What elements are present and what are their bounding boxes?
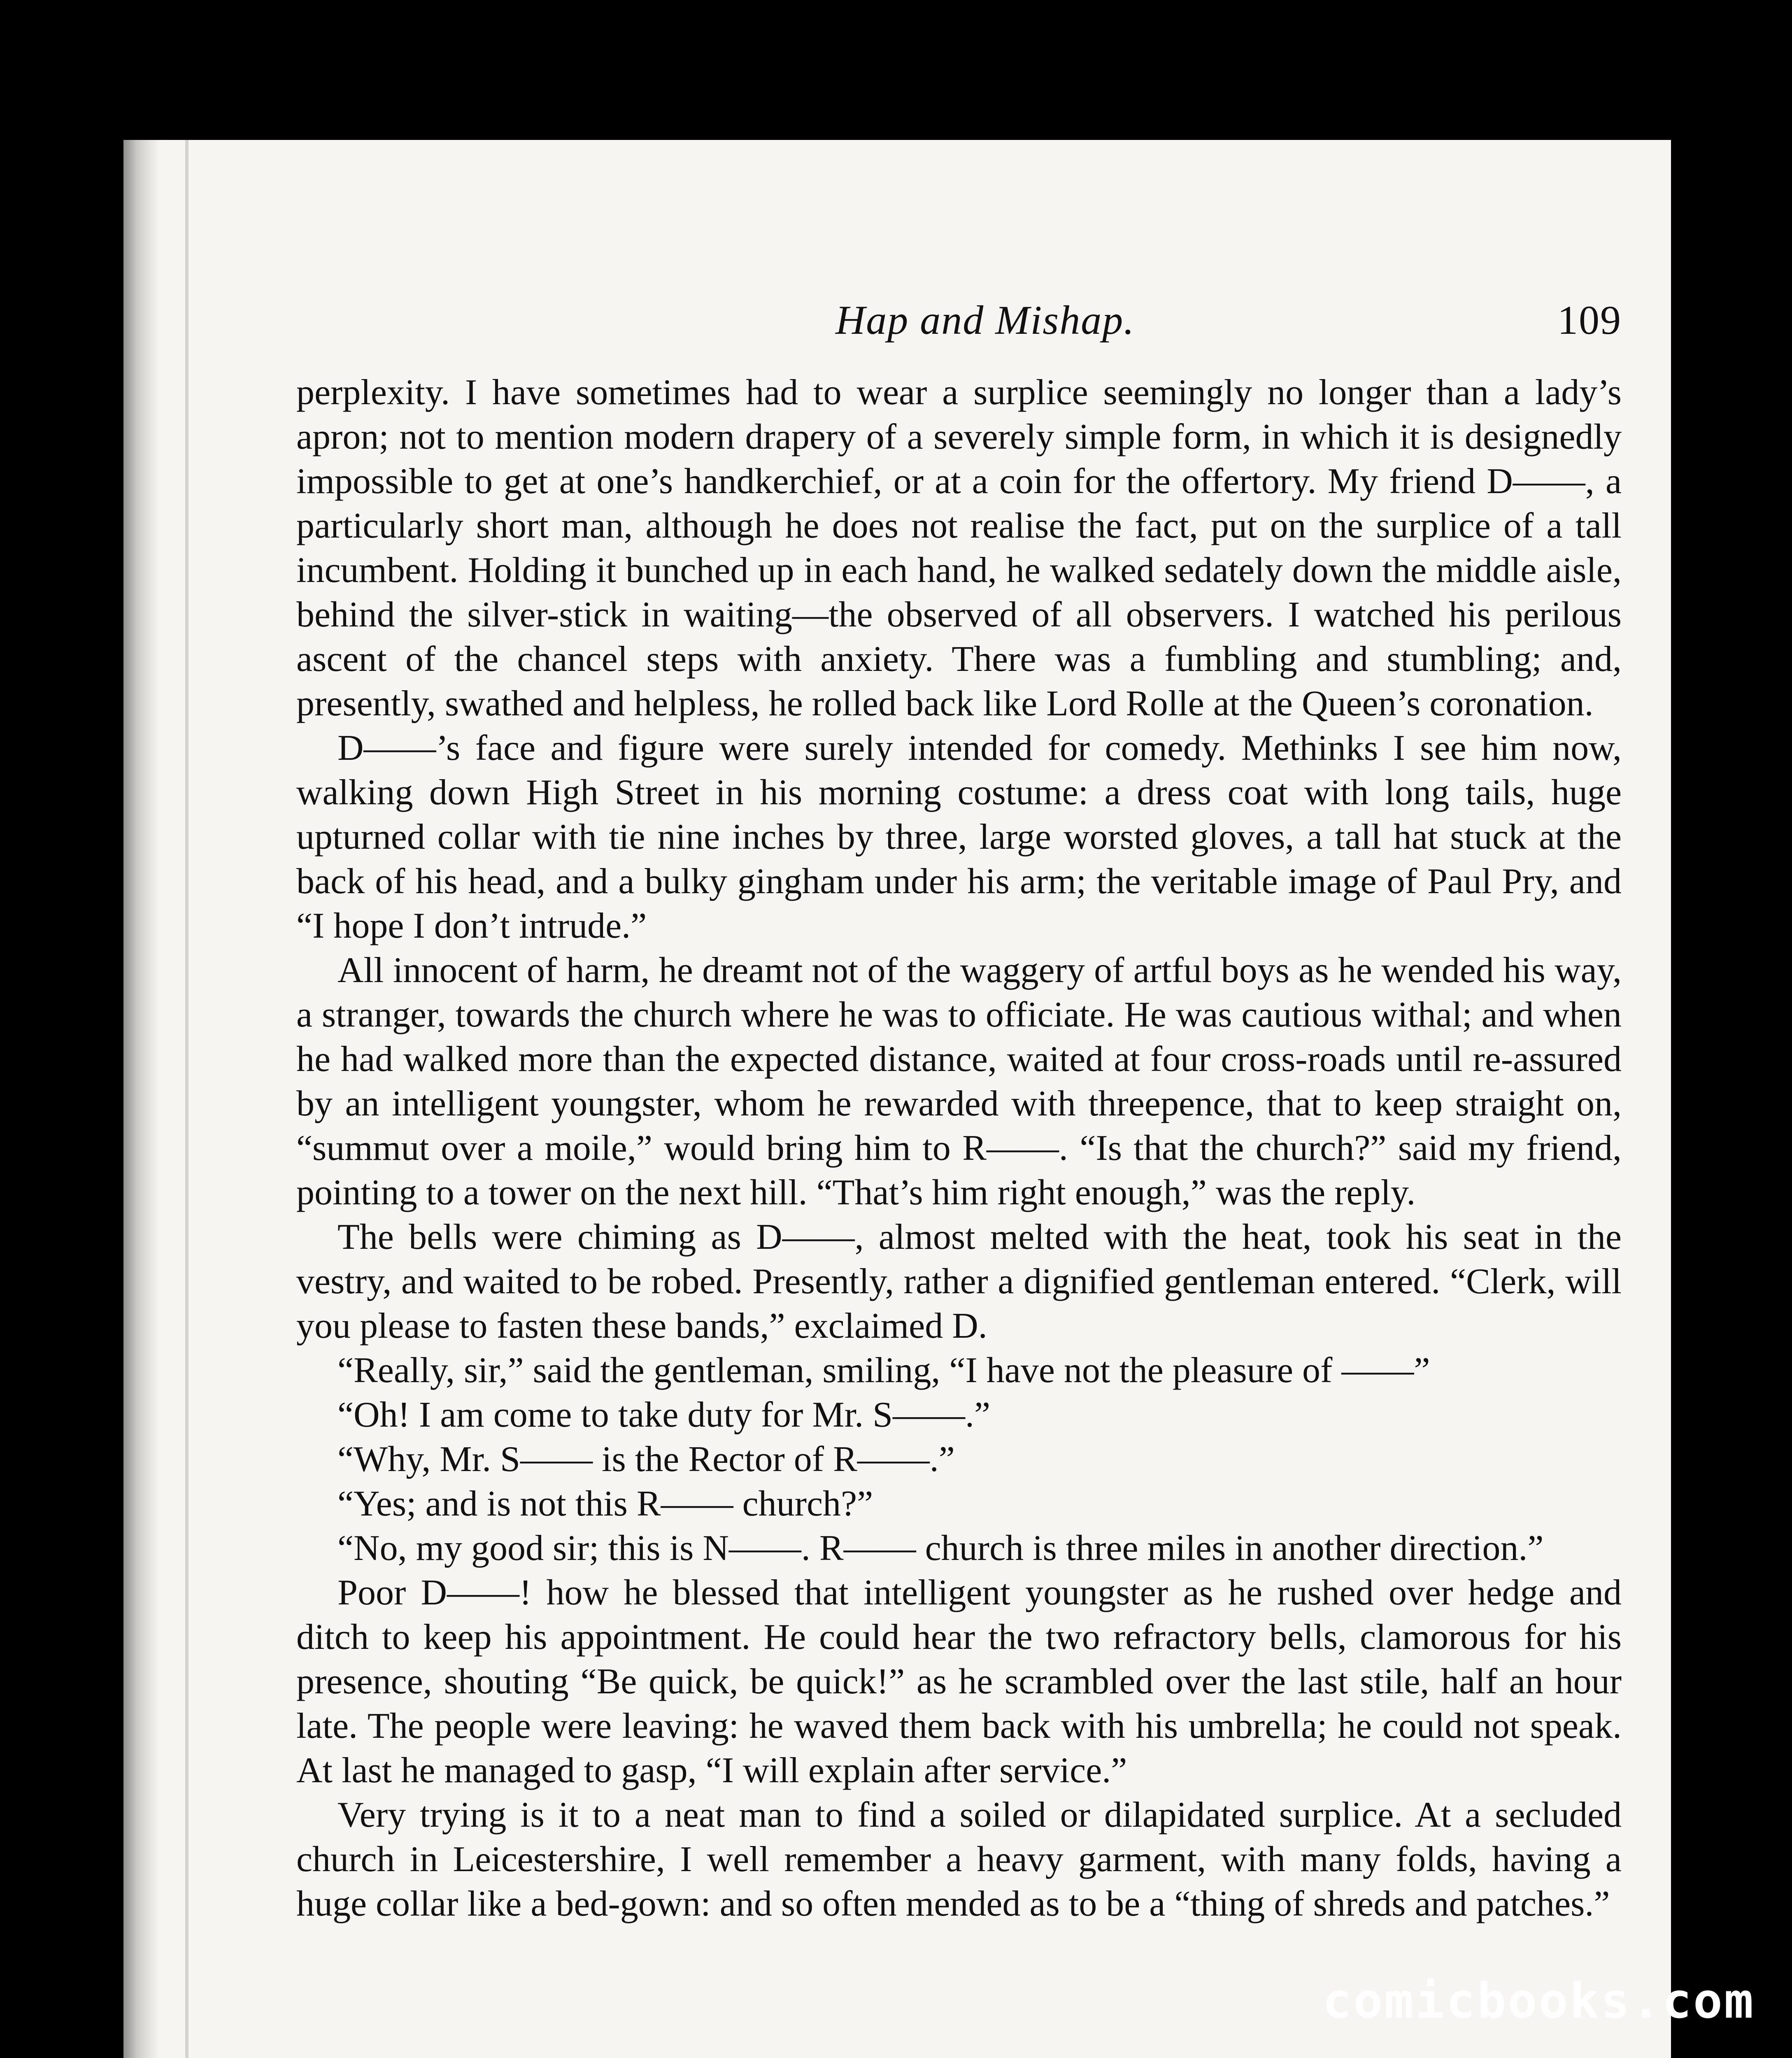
dialogue-line: “Why, Mr. S—— is the Rector of R——.” [337, 1439, 955, 1479]
dialogue-line: “No, my good sir; this is N——. R—— church is three miles in another direction.” [337, 1528, 1544, 1568]
dialogue-line: “Yes; and is not this R—— church?” [337, 1484, 873, 1524]
dialogue-line: “Oh! I am come to take duty for Mr. S——.” [337, 1395, 991, 1435]
dialogue-line: “Really, sir,” said the gentleman, smiling, “I have not the pleasure of ——” [337, 1350, 1430, 1390]
paragraph: The bells were chiming as D——, almost melted with the heat, took his seat in the vestry, and waited to be robed. Presently, rather a dignified gentleman entered. “Clerk, will you please to fasten these bands,” exclaimed D. [296, 1217, 1622, 1346]
page-body-text [296, 370, 1622, 1926]
paragraph: All innocent of harm, he dreamt not of the waggery of artful boys as he wended his way, a stranger, towards the church where he was to officiate. He was cautious withal; and when he had walked more than the expected distance, waited at four cross-roads until re-assured by an intelligent youngster, whom he rewarded with threepence, that to keep straight on, “summut over a moile,” would bring him to R——. “Is that the church?” said my friend, pointing to a tower on the next hill. “That’s him right enough,” was the reply. [296, 950, 1622, 1213]
page-gutter-edge [185, 140, 189, 2058]
paragraph: Poor D——! how he blessed that intelligent youngster as he rushed over hedge and ditch to keep his appointment. He could hear the two refractory bells, clamorous for his presence, shouting “Be quick, be quick!” as he scrambled over the last stile, half an hour late. The people were leaving: he waved them back with his umbrella; he could not speak. At last he managed to gasp, “I will explain after service.” [296, 1573, 1622, 1790]
running-title: Hap and Mishap. [835, 297, 1135, 343]
paragraph: perplexity. I have sometimes had to wear a surplice seemingly no longer than a lady’s apron; not to mention modern drapery of a severely simple form, in which it is designedly impossible to get at one’s handkerchief, or at a coin for the offertory. My friend D——, a particularly short man, although he does not realise the fact, put on the surplice of a tall incumbent. Holding it bunched up in each hand, he walked sedately down the middle aisle, behind the silver-stick in waiting—the observed of all observers. I watched his perilous ascent of the chancel steps with anxiety. There was a fumbling and stumbling; and, presently, swathed and helpless, he rolled back like Lord Rolle at the Queen’s coronation. [296, 372, 1622, 724]
paragraph: Very trying is it to a neat man to find a soiled or dilapidated surplice. At a secluded church in Leicestershire, I well remember a heavy garment, with many folds, having a huge collar like a bed-gown: and so often mended as to be a “thing of shreds and patches.” [296, 1795, 1622, 1924]
page-header [296, 296, 1622, 370]
page-gutter-shadow [123, 140, 161, 2058]
watermark: comicbooks.com [1322, 1972, 1755, 2029]
paragraph: D——’s face and figure were surely intended for comedy. Methinks I see him now, walking down High Street in his morning costume: a dress coat with long tails, huge upturned collar with tie nine inches by three, large worsted gloves, a tall hat stuck at the back of his head, and a bulky gingham under his arm; the veritable image of Paul Pry, and “I hope I don’t intrude.” [296, 728, 1622, 946]
book-page [123, 140, 1671, 2058]
page-number: 109 [1557, 297, 1622, 343]
